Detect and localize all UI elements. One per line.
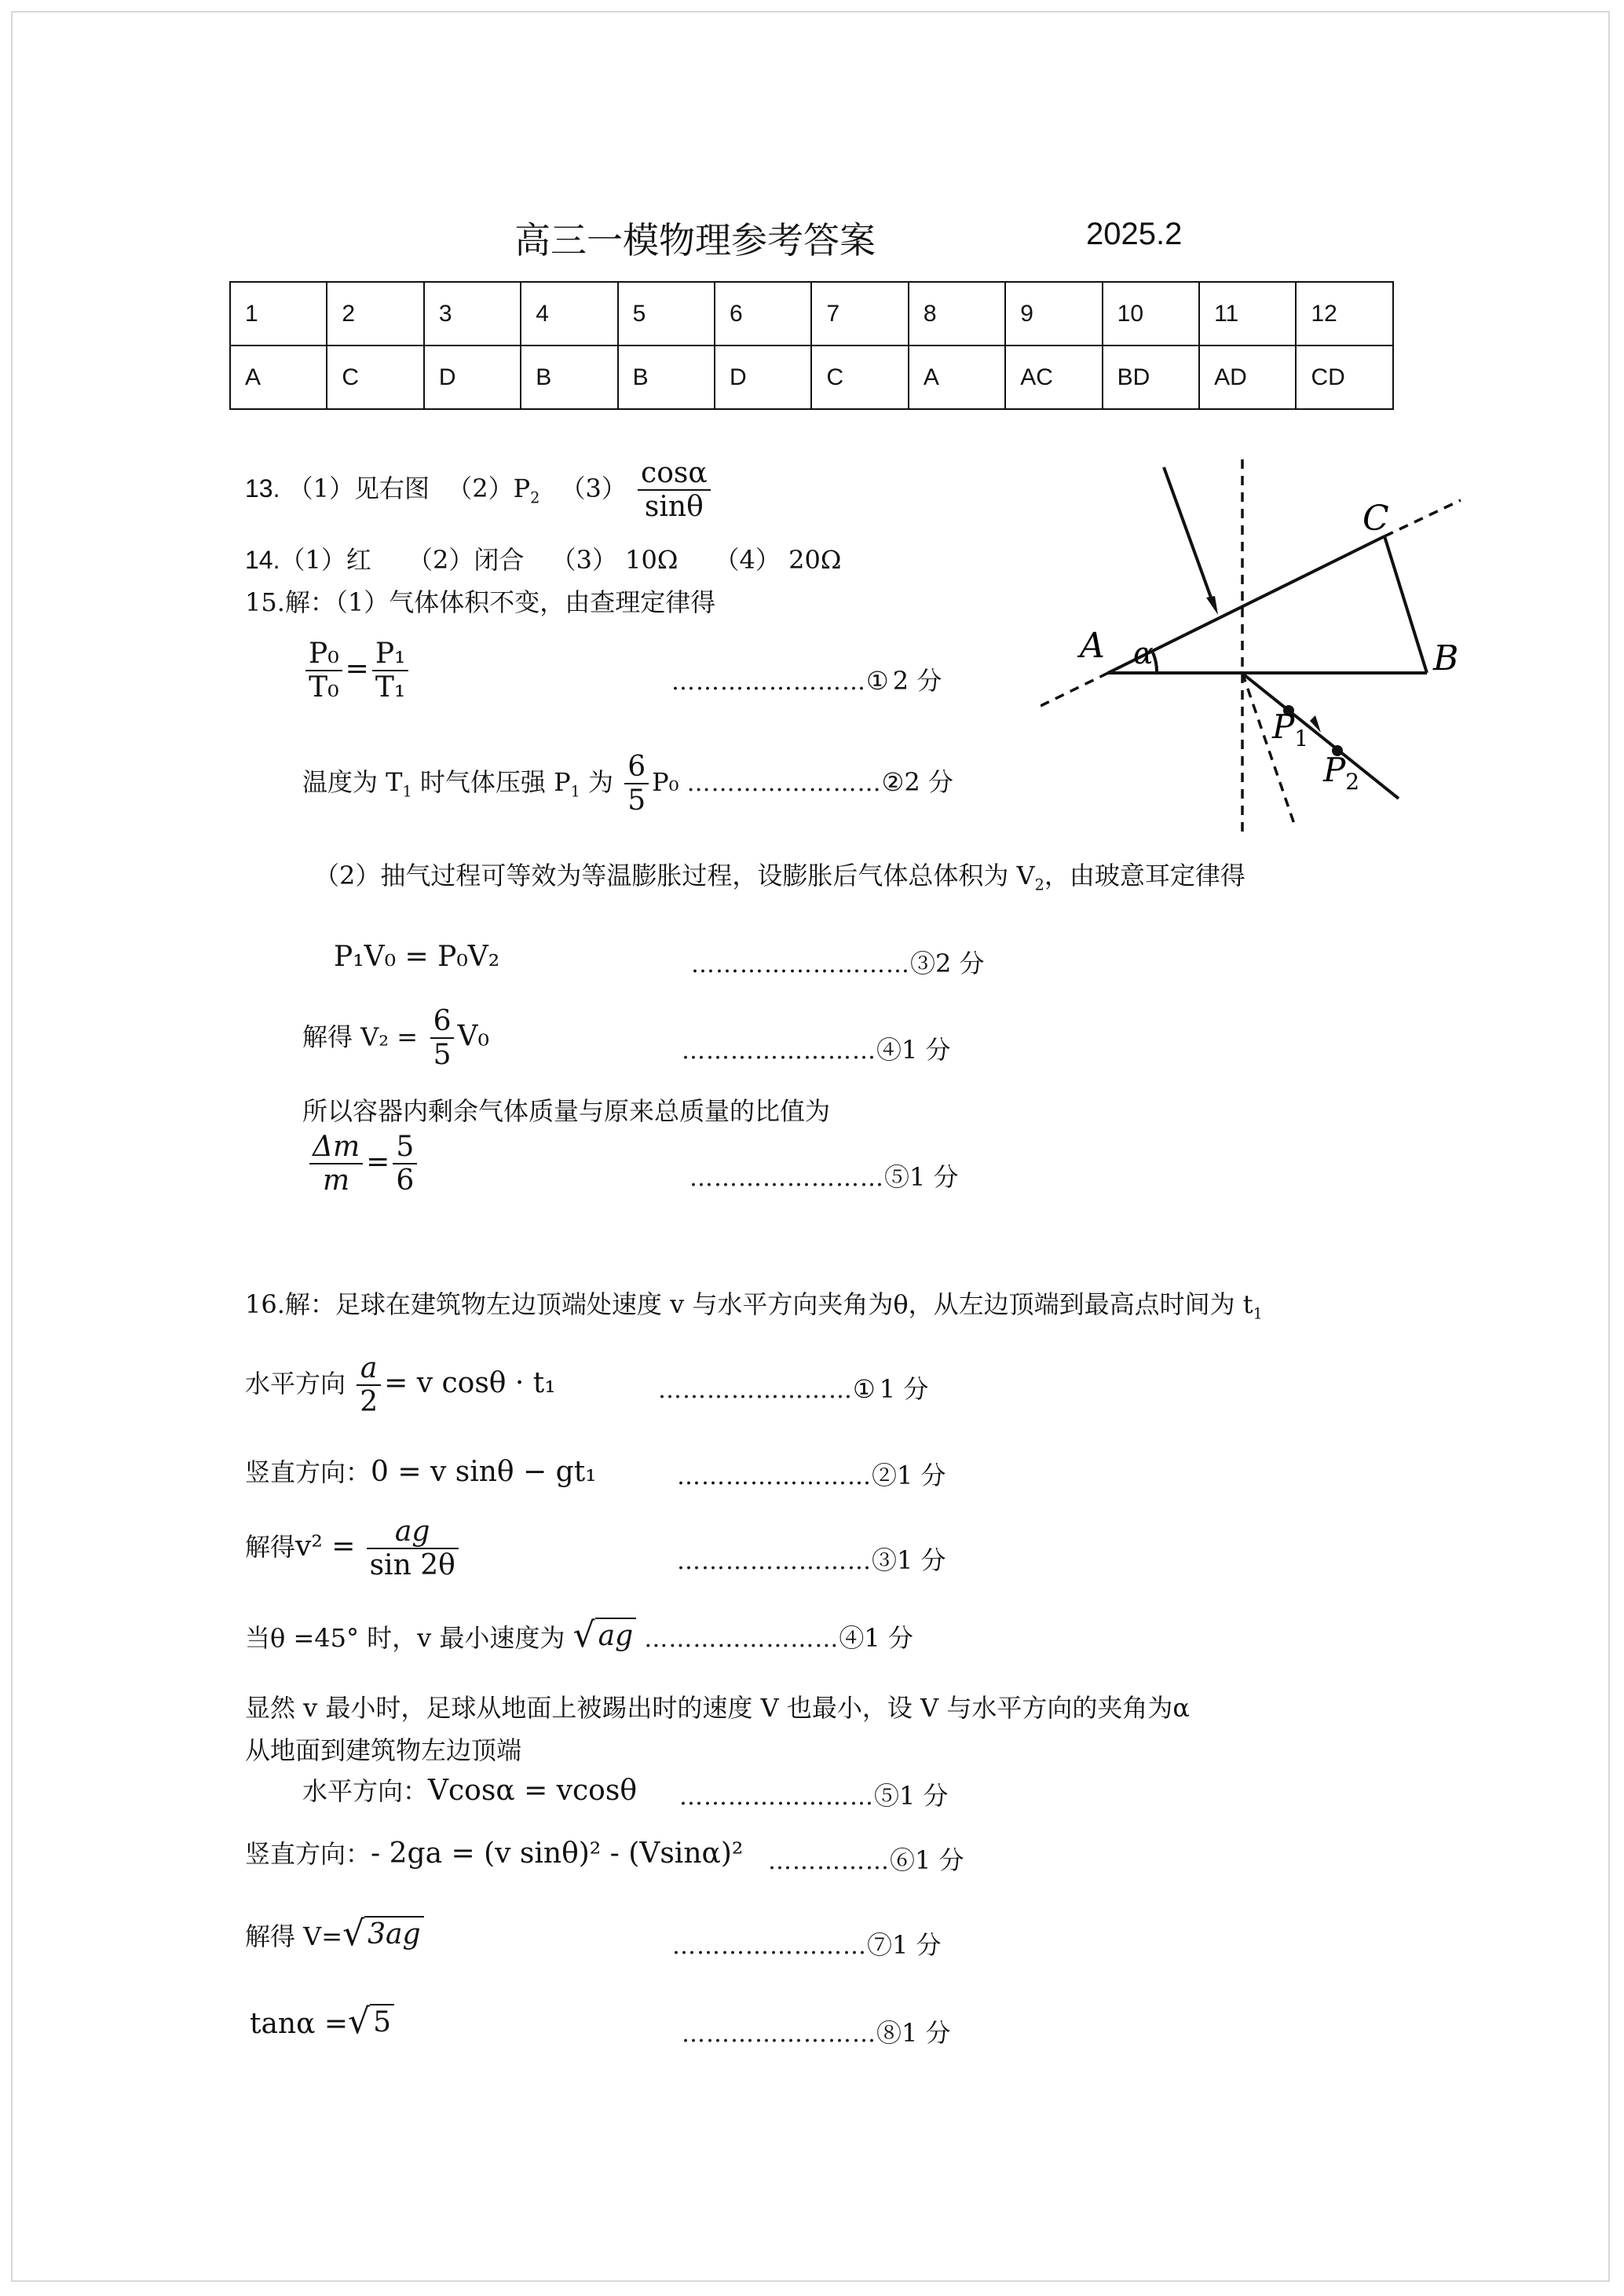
q16-line9-label: 解得 V= — [245, 1921, 343, 1952]
label-p2-sub: 2 — [1345, 769, 1360, 795]
q15-eq1-right-den: T₁ — [375, 671, 406, 704]
answer-choice-cell: BD — [1103, 345, 1199, 409]
q16-line1 — [245, 1352, 556, 1419]
answer-number-cell: 8 — [909, 282, 1005, 345]
q16-line1-num: a — [357, 1352, 381, 1386]
leader-dots: …………………… — [682, 1037, 876, 1065]
q16-line3-score — [677, 1541, 946, 1577]
q16-line3 — [245, 1515, 462, 1582]
label-p2 — [1322, 751, 1359, 795]
q13-part1: （1）见右图 — [287, 473, 430, 503]
q16-line2 — [245, 1453, 597, 1489]
dashed-extension-left — [1041, 673, 1108, 706]
q16-line7-formula: Vcosα = vcosθ — [428, 1775, 638, 1807]
sqrt-icon: √ 5 — [348, 2004, 394, 2039]
q14-part3: （3） — [550, 545, 617, 575]
q15-eq4-pre: 解得 V₂ = — [302, 1022, 419, 1052]
q16-line4-radicand: ag — [595, 1618, 637, 1653]
q15-eq2-sub1: 1 — [402, 782, 412, 801]
answer-number-cell: 5 — [618, 282, 715, 345]
q15-eq5-right-den: 6 — [396, 1164, 415, 1197]
answer-choice-cell: B — [618, 345, 715, 409]
q15-eq4-mark: ④1 分 — [876, 1035, 951, 1065]
q15-eq4-tail: V₀ — [457, 1020, 489, 1053]
q15-eq1-right-fraction — [372, 638, 409, 704]
q15-ratio-text: 所以容器内剩余气体质量与原来总质量的比值为 — [302, 1096, 831, 1126]
prism-side-cb — [1384, 536, 1427, 673]
answer-choice-cell: D — [715, 345, 811, 409]
q16-line1-fraction — [357, 1352, 381, 1419]
label-alpha: α — [1133, 636, 1154, 671]
q15-eq1-left-fraction — [305, 638, 342, 704]
exam-date: 2025.2 — [1086, 217, 1183, 251]
q16-line8 — [245, 1834, 743, 1870]
q15-part2-text: （2）抽气过程可等效为等温膨胀过程，设膨胀后气体总体积为 V — [314, 861, 1035, 890]
arrow-icon — [1206, 596, 1218, 615]
q15-eq1-points: 2 分 — [892, 666, 942, 696]
q16-line3-mark: ③1 分 — [872, 1545, 946, 1575]
label-c: C — [1362, 499, 1389, 539]
leader-dots: …………………… — [672, 1932, 867, 1960]
q14-value3: 10Ω — [625, 545, 678, 575]
q16-line4 — [245, 1615, 913, 1656]
q16-line8-formula: - 2ga = (v sinθ)² - (Vsinα)² — [371, 1837, 744, 1870]
q15-eq1-mark: ① — [866, 666, 889, 696]
q15-eq4-score — [682, 1030, 951, 1066]
q16-line2-formula: 0 = v sinθ − gt₁ — [371, 1456, 597, 1488]
leader-dots: …………………… — [677, 1548, 872, 1575]
label-b: B — [1433, 638, 1459, 678]
q14-value4: 20Ω — [788, 545, 842, 575]
q14-part1: （1）红 — [280, 545, 371, 575]
q16-line7-mark: ⑤1 分 — [874, 1781, 949, 1811]
leader-dots: …………………… — [658, 1377, 853, 1404]
q16-line9-mark: ⑦1 分 — [867, 1930, 942, 1960]
q15-eq5-left-num: Δm — [309, 1131, 363, 1164]
answer-choice-cell: C — [811, 345, 908, 409]
answer-choice-cell: AC — [1005, 345, 1102, 409]
label-p1-sub: 1 — [1294, 726, 1309, 751]
q16-line10-radicand: 5 — [370, 2004, 394, 2039]
q16-line1-mark: ① — [853, 1374, 876, 1404]
q15-eq2-den: 5 — [627, 784, 646, 817]
q15-eq2-mark: ②2 分 — [881, 766, 953, 797]
q15-eq5-left-fraction — [309, 1131, 363, 1197]
q16-intro-text: 16.解：足球在建筑物左边顶端处速度 v 与水平方向夹角为θ，从左边顶端到最高点时间为 t — [245, 1289, 1253, 1319]
leader-dots: …………………… — [679, 1783, 874, 1811]
q15-eq2-tail: P₀ — [652, 766, 679, 797]
q15-eq3-mark: ③2 分 — [910, 949, 985, 978]
q16-line3-fraction — [367, 1515, 459, 1582]
leader-dots: …………………… — [689, 1164, 884, 1192]
q16-line10-pre: tanα = — [250, 2008, 349, 2041]
q15-eq2 — [302, 751, 953, 817]
sqrt-icon: √ 3ag — [342, 1916, 423, 1951]
answer-choice-row — [230, 345, 1393, 409]
q16-line1-rhs: = v cosθ · t₁ — [384, 1366, 556, 1399]
q16-line9 — [245, 1916, 424, 1953]
answer-number-cell: 12 — [1296, 282, 1393, 345]
q15-eq4-num: 6 — [430, 1005, 455, 1039]
q15-eq2-sub2: 1 — [570, 782, 580, 801]
dashed-extension-right — [1384, 500, 1461, 536]
q16-line7 — [302, 1771, 637, 1808]
answer-table — [229, 281, 1394, 410]
q13-part3: （3） — [560, 473, 627, 503]
q16-line1-points: 1 分 — [879, 1374, 929, 1404]
q15-eq1: $\frac{\text{P₀}}{\text{T₀}}$ = $\frac{\text{P₁}}{\text{T₁}}$ — [302, 638, 411, 704]
q15-eq5: $\frac{\Delta m}{m}$ = $\frac{5}{6}$ — [306, 1131, 420, 1197]
alpha-angle-arc — [1153, 653, 1157, 673]
q15-eq3-score — [691, 944, 985, 980]
q15-eq5-right-num: 5 — [393, 1131, 417, 1164]
q16-line4-pre: 当 — [245, 1623, 271, 1654]
q13-numerator: cosα — [638, 457, 711, 491]
answer-number-cell: 6 — [715, 282, 811, 345]
q16-line1-den: 2 — [360, 1386, 379, 1419]
answer-number-cell: 10 — [1103, 282, 1199, 345]
leader-dots: …………………… — [682, 2020, 876, 2048]
q16-line7-label: 水平方向： — [302, 1776, 429, 1806]
q13-part2-sub: 2 — [530, 488, 540, 507]
sqrt-icon: √ ag — [573, 1618, 637, 1653]
q16-line6: 从地面到建筑物左边顶端 — [245, 1735, 522, 1765]
q16-line8-mark: ⑥1 分 — [890, 1845, 964, 1875]
q16-line2-score — [677, 1456, 946, 1492]
q16-line1-label: 水平方向 — [245, 1368, 346, 1398]
q16-intro — [245, 1285, 1263, 1322]
q15-eq2-text-c: 为 — [580, 766, 614, 797]
answer-number-cell: 11 — [1199, 282, 1296, 345]
prism-diagram — [1041, 459, 1465, 836]
incident-ray — [1164, 467, 1214, 606]
q14-part4: （4） — [714, 545, 781, 575]
q15-eq5-right-fraction — [393, 1131, 417, 1197]
leader-dots: ……………………… — [691, 951, 910, 978]
q14-label: 14. — [245, 546, 280, 574]
q14-part2: （2）闭合 — [408, 545, 525, 575]
q16-line7-score — [679, 1776, 949, 1812]
q15-part2 — [314, 856, 1245, 894]
q16-line10-score — [682, 2013, 951, 2049]
label-p1 — [1271, 707, 1308, 751]
answer-choice-cell: B — [521, 345, 617, 409]
q13-part2-text: （2）P — [447, 473, 531, 503]
q16-line2-label: 竖直方向： — [245, 1457, 371, 1487]
q16-line3-den: sin 2θ — [369, 1549, 455, 1582]
leader-dots: …………………… — [671, 668, 866, 696]
q15-eq1-right-num: P₁ — [372, 638, 409, 671]
answer-choice-cell: D — [424, 345, 521, 409]
leader-dots: …………… — [768, 1848, 890, 1875]
q16-intro-sub: 1 — [1253, 1304, 1263, 1323]
q15-eq5-score — [689, 1157, 959, 1194]
q15-eq1-left-num: P₀ — [305, 638, 342, 671]
q16-line10 — [250, 2004, 394, 2040]
q13-label: 13. — [245, 473, 280, 503]
answer-choice-cell: AD — [1199, 345, 1296, 409]
q16-line1-score — [658, 1369, 928, 1406]
leader-dots: …………………… — [686, 769, 882, 797]
q16-line8-score — [768, 1841, 964, 1877]
q16-line4-cond: θ =45° — [270, 1623, 359, 1654]
answer-number-cell: 1 — [230, 282, 327, 345]
q15-part2-sub: 2 — [1034, 876, 1044, 894]
q15-eq5-mark: ⑤1 分 — [884, 1162, 959, 1192]
q13-fraction — [638, 457, 711, 524]
q15-eq3: P₁V₀ = P₀V₂ — [334, 941, 500, 973]
q15-eq2-num: 6 — [624, 751, 649, 784]
leader-dots: …………………… — [677, 1463, 872, 1490]
label-a: A — [1080, 626, 1105, 666]
q16-line2-mark: ②1 分 — [872, 1461, 946, 1490]
q16-line3-lhs: v² = — [295, 1530, 356, 1563]
answer-number-cell: 9 — [1005, 282, 1102, 345]
answer-number-cell: 2 — [327, 282, 423, 345]
q15-eq1-score — [671, 661, 942, 697]
q13-denominator: sinθ — [644, 491, 704, 524]
q16-line9-radicand: 3ag — [364, 1916, 423, 1951]
answer-choice-cell: A — [909, 345, 1005, 409]
answer-choice-cell: C — [327, 345, 423, 409]
answer-choice-cell: A — [230, 345, 327, 409]
q13-line — [245, 457, 714, 524]
q15-eq4-den: 5 — [433, 1039, 452, 1072]
q16-line3-label: 解得 — [245, 1531, 296, 1562]
q16-line4-mark: ④1 分 — [839, 1623, 913, 1654]
q14-line — [245, 540, 841, 576]
q15-eq5-left-den: m — [323, 1164, 350, 1197]
q16-line3-num: ag — [367, 1515, 459, 1549]
q15-eq2-text-a: 温度为 T — [302, 766, 403, 797]
q16-line5: 显然 v 最小时，足球从地面上被踢出时的速度 V 也最小，设 V 与水平方向的夹角为α — [245, 1693, 1190, 1723]
q13-part2 — [447, 473, 540, 507]
answer-number-cell: 7 — [811, 282, 908, 345]
q15-eq1-left-den: T₀ — [309, 671, 339, 704]
label-p1-letter: P — [1272, 707, 1295, 746]
q15-eq2-text-b: 时气体压强 P — [411, 766, 571, 797]
q15-eq4 — [302, 1005, 489, 1072]
answer-number-cell: 4 — [521, 282, 617, 345]
answer-number-cell: 3 — [424, 282, 521, 345]
q16-line4-mid: 时，v 最小速度为 — [367, 1623, 565, 1654]
q15-intro: 15.解：（1）气体体积不变，由查理定律得 — [245, 587, 716, 617]
label-p2-letter: P — [1323, 751, 1346, 789]
q15-part2-tail: ，由玻意耳定律得 — [1044, 861, 1245, 890]
leader-dots: …………………… — [644, 1625, 839, 1654]
q15-eq2-fraction — [624, 751, 649, 817]
q16-line8-label: 竖直方向： — [245, 1839, 371, 1869]
q16-line10-mark: ⑧1 分 — [876, 2018, 951, 2048]
answer-choice-cell: CD — [1296, 345, 1393, 409]
page-title: 高三一模物理参考答案 — [514, 219, 876, 261]
answer-number-row — [230, 282, 1393, 345]
q16-line9-score — [672, 1925, 942, 1961]
q15-eq4-fraction — [430, 1005, 455, 1072]
